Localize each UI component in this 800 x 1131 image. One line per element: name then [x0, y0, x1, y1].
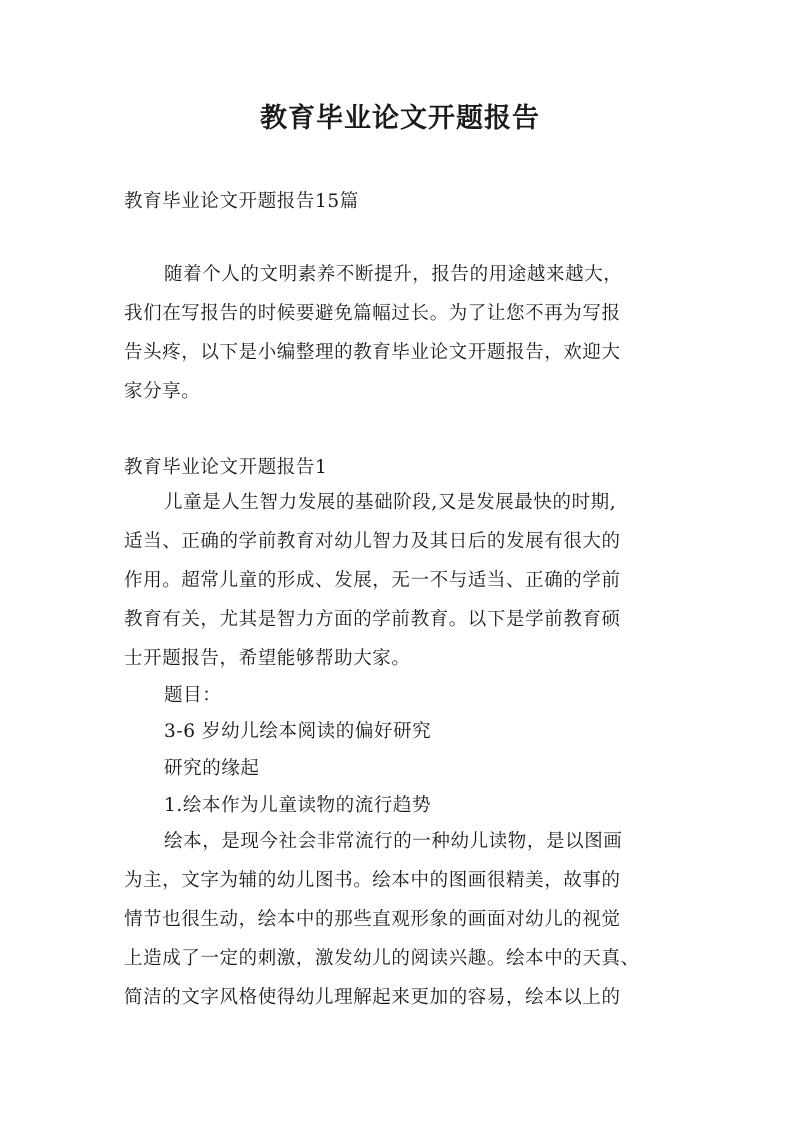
paragraph-line: 简洁的文字风格使得幼儿理解起来更加的容易，绘本以上的 [124, 987, 621, 1008]
point-heading: 1.绘本作为儿童读物的流行趋势 [164, 795, 432, 816]
intro-line: 家分享。 [124, 381, 201, 402]
document-title: 教育毕业论文开题报告 [260, 103, 540, 134]
paragraph-line: 绘本，是现今社会非常流行的一种幼儿读物，是以图画 [164, 831, 623, 852]
paragraph-line: 士开题报告，希望能够帮助大家。 [124, 648, 411, 669]
intro-line: 我们在写报告的时候要避免篇幅过长。为了让您不再为写报 [124, 303, 621, 324]
paragraph-line: 教育有关，尤其是智力方面的学前教育。以下是学前教育硕 [124, 609, 621, 630]
paragraph-line: 儿童是人生智力发展的基础阶段,又是发展最快的时期, [164, 492, 617, 513]
origin-heading: 研究的缘起 [164, 758, 260, 779]
paragraph-line: 为主，文字为辅的幼儿图书。绘本中的图画很精美，故事的 [124, 870, 621, 891]
intro-line: 告头疼，以下是小编整理的教育毕业论文开题报告，欢迎大 [124, 342, 621, 363]
document-subtitle: 教育毕业论文开题报告15篇 [124, 191, 359, 212]
paragraph-line: 适当、正确的学前教育对幼儿智力及其日后的发展有很大的 [124, 531, 621, 552]
section-heading: 教育毕业论文开题报告1 [124, 457, 328, 478]
intro-line: 随着个人的文明素养不断提升，报告的用途越来越大， [164, 264, 623, 285]
paragraph-line: 上造成了一定的刺激，激发幼儿的阅读兴趣。绘本中的天真、 [124, 948, 640, 969]
topic-label: 题目： [164, 685, 222, 706]
paragraph-line: 情节也很生动，绘本中的那些直观形象的画面对幼儿的视觉 [124, 909, 621, 930]
paragraph-line: 作用。超常儿童的形成、发展，无一不与适当、正确的学前 [124, 570, 621, 591]
topic-text: 3-6 岁幼儿绘本阅读的偏好研究 [164, 721, 432, 742]
